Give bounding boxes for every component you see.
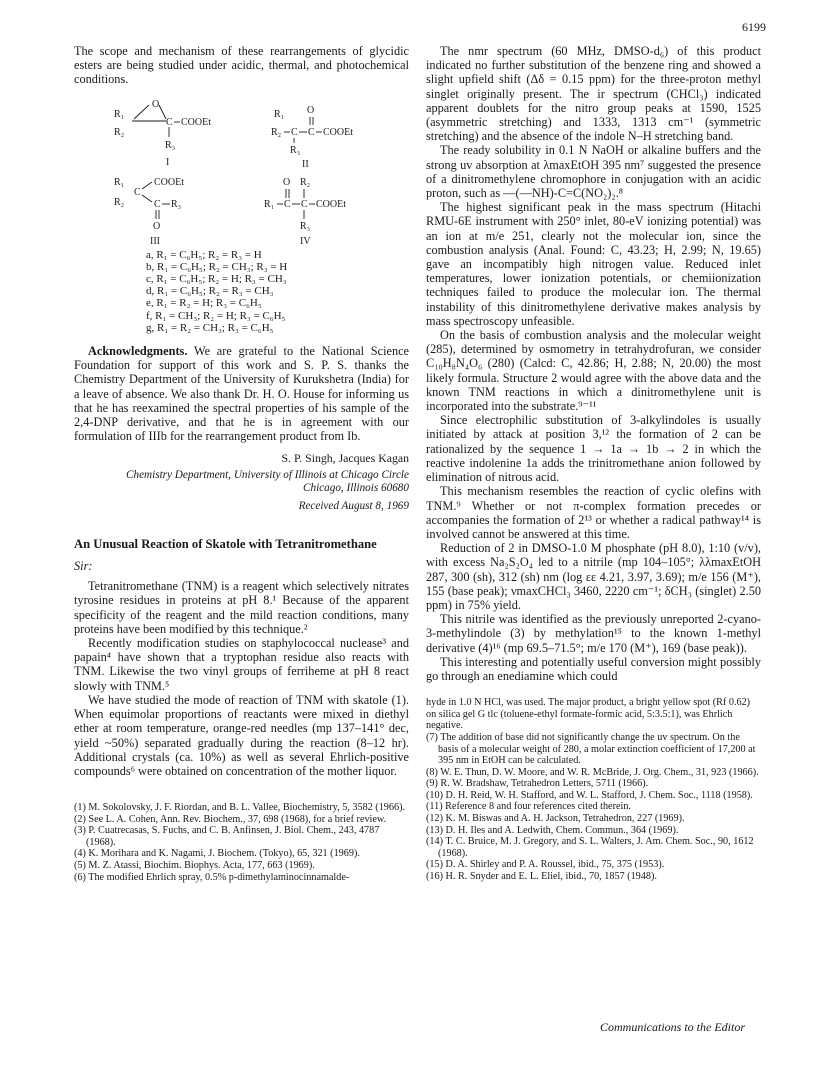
body-paragraph: This mechanism resembles the reaction of cyclic olefins with TNM.⁹ Whether or not π-complex formation precedes or accompanies the formation of 2¹³ or whether a radical pathway¹⁴ is involved cannot be answered at this time. [426,484,761,541]
reference: (5) M. Z. Atassi, Biochim. Biophys. Acta, 177, 663 (1969). [74,860,315,872]
s1-o: O [152,98,160,110]
s3-c2: C [154,198,161,210]
footnote: (8) W. E. Thun, D. W. Moore, and W. R. McBride, J. Org. Chem., 31, 923 (1966). [426,766,759,778]
ack-heading: Acknowledgments. [88,344,188,359]
footnote: (7) The addition of base did not significantly change the uv spectrum. On the basis of a molecular weight of 280, a molar extinction coefficient of 17,200 at 395 nm in EtOH can be calculated. [426,731,756,767]
s2-o: O [307,104,315,116]
affiliation-line-1: Chemistry Department, University of Illinois at Chicago Circle [126,468,409,481]
right-column [426,44,761,883]
body-paragraph: We have studied the mode of reaction of TNM with skatole (1). When equimolar proportions of reactants were mixed in diethyl ether at room temperature, orange-red needles (mp 137–141° dec, yield ~50%) separated gradually during the reaction (8–12 hr). Additional crystals (ca. 10%) as well as several Ehrlich-positive compounds⁶ were obtained on concentration of the mother liquor. [74,692,409,778]
footnote: (14) T. C. Bruice, M. J. Gregory, and S. L. Walters, J. Am. Chem. Soc., 90, 1612 (1968). [426,836,754,859]
s1-r1: R₁ [114,108,125,120]
footnote: (9) R. W. Bradshaw, Tetrahedron Letters, 5711 (1966). [426,778,649,790]
footnote: (13) D. H. Iles and A. Ledwith, Chem. Commun., 364 (1969). [426,824,679,836]
body-paragraph: This nitrile was identified as the previously unreported 2-cyano-3-methylindole (3) by methylation¹⁵ to the known 1-methyl derivative (4)¹⁶ (mp 69.5–71.5°; m/e 170 (M⁺), 169 (base peak)). [426,612,761,655]
structure-diagram [74,95,409,245]
s2-c1: C [291,126,298,138]
s2-ester: COOEt [323,126,353,138]
s1-r3: R₃ [165,139,176,151]
s1-c: C [166,116,173,128]
s4-o: O [283,176,291,188]
acknowledgments [74,344,409,443]
structure-II [271,105,353,170]
s1-ester: COOEt [181,116,211,128]
body-paragraph: This interesting and potentially useful conversion might possibly go through an enediamine which could [426,654,761,683]
definition-line: c, R₁ = C₆H₅; R₂ = H; R₃ = CH₃ [146,273,287,286]
s2-c2: C [308,126,315,138]
s4-r2: R₂ [300,176,311,188]
running-footer: Communications to the Editor [600,1020,745,1034]
s4-c1: C [284,198,291,210]
s3-o: O [153,220,161,232]
intro-paragraph: The scope and mechanism of these rearrangements of glycidic esters are being studied under acidic, thermal, and photochemical conditions. [74,44,409,87]
s4-ester: COOEt [316,198,346,210]
footnote: (12) K. M. Biswas and A. H. Jackson, Tetrahedron, 227 (1969). [426,813,685,825]
definition-line: e, R₁ = R₂ = H; R₃ = C₆H₅ [146,297,262,310]
reference: (4) K. Morihara and K. Nagami, J. Biochem. (Tokyo), 65, 321 (1969). [74,848,360,860]
s2-r2: R₂ [271,126,282,138]
body-paragraph: Tetranitromethane (TNM) is a reagent which selectively nitrates tyrosine residues in proteins at pH 8.¹ Because of the apparent specificity of the reagent and the mild reaction conditions, many proteins have been modified by this technique.² [74,579,409,636]
footnote: (10) D. H. Reid, W. H. Stafford, and W. L. Stafford, J. Chem. Soc., 1118 (1958). [426,789,753,801]
s3-c1: C [134,186,141,198]
footnote: hyde in 1.0 N HCl, was used. The major product, a bright yellow spot (Rf 0.62) on silica gel G tlc (toluene-ethyl formate-formic acid, 5:3.5:1), was Ehrlich negative. [426,697,751,732]
body-paragraph: The nmr spectrum (60 MHz, DMSO-d₆) of this product indicated no further substitution of the benzene ring and showed a slight upfield shift (Δδ = 0.15 ppm) for the three-proton methyl singlet originally present. The ir spectrum (CHCl₃) indicated apparent doublets for the nitro group peaks at 1590, 1525 (asymmetric stretching) and 1333, 1313 cm⁻¹ (symmetric stretching) and the absence of the indole N–H stretching band. [426,44,761,144]
definition-line: f, R₁ = CH₃; R₂ = H; R₃ = C₆H₅ [146,309,286,322]
body-paragraph: On the basis of combustion analysis and the molecular weight (285), determined by osmometry in tetrahydrofuran, we consider C₁₀H₈N₄O₆ (280) (Calcd: C, 42.86; H, 2.88; N, 20.00) the most likely formula. Structure 2 would agree with the above data and the known TNM reactions in which a dinitromethylene unit is incorporated into the substrate.⁹⁻¹¹ [426,328,761,414]
affiliation [74,469,409,496]
salutation: Sir: [74,559,93,574]
page-number: 6199 [742,20,766,34]
substituent-definitions [146,249,409,334]
label-III: III [150,235,160,245]
reference: (1) M. Sokolovsky, J. F. Riordan, and B. L. Vallee, Biochemistry, 5, 3582 (1966). [74,802,406,814]
s2-r1: R₁ [274,108,285,120]
footnote: (11) Reference 8 and four references cited therein. [426,801,631,813]
definition-line: b, R₁ = C₆H₅; R₂ = CH₃; R₃ = H [146,260,288,273]
structure-IV [264,177,346,245]
label-IV: IV [300,235,311,245]
structure-III [114,177,184,245]
s1-r2: R₂ [114,126,125,138]
footnote: (15) D. A. Shirley and P. A. Roussel, ibid., 75, 375 (1953). [426,859,665,871]
footnotes-right [426,697,761,883]
reference: (3) P. Cuatrecasas, S. Fuchs, and C. B. Anfinsen, J. Biol. Chem., 243, 4787 (1968). [74,825,380,848]
s4-r1: R₁ [264,198,275,210]
article-title: An Unusual Reaction of Skatole with Tetranitromethane [74,536,377,551]
body-paragraph: The ready solubility in 0.1 N NaOH or alkaline buffers and the strong uv absorption at λmaxEtOH 395 nm⁷ suggested the presence of a dinitromethylene chromophore in conjugation with an acidic proton, such as —(—NH)-C=C(NO₂)₂.⁸ [426,143,761,201]
s3-r3: R₃ [171,198,182,210]
body-paragraph: Reduction of 2 in DMSO-1.0 M phosphate (pH 8.0), 1:10 (v/v), with excess Na₂S₂O₄ led to a nitrile (mp 104–105°; λλmaxEtOH 287, 300 (sh), 312 (sh) nm (log εε 4.21, 3.97, 3.69); m/e 156 (M⁺), 155 (base peak); νmaxCHCl₃ 3460, 2220 cm⁻¹; δCH₃ (singlet) 2.50 ppm) in 75% yield. [426,541,761,612]
definition-line: g, R₁ = R₂ = CH₃; R₃ = C₆H₅ [146,321,274,334]
s3-r1: R₁ [114,176,125,188]
received-date: Received August 8, 1969 [298,499,409,512]
definition-line: a, R₁ = C₆H₅; R₂ = R₃ = H [146,248,262,261]
definition-line: d, R₁ = C₆H₅; R₂ = R₃ = CH₃ [146,285,274,298]
footnote: (16) H. R. Snyder and E. L. Eliel, ibid., 70, 1857 (1948). [426,871,657,883]
s2-r3: R₃ [290,144,301,156]
references-left [74,802,409,883]
label-II: II [302,158,309,170]
s3-ester: COOEt [154,176,184,188]
ack-text: We are grateful to the National Science Foundation for support of this work and S. P. S. thanks the Chemistry Department of the University of Kurukshetra (India) for a leave of absence. We also thank Dr. H. O. House for informing us that he has reexamined the spectral properties of his sample of the 2,4-DNP derivative, and that he is in agreement with our formulation of IIIb for the rearrangement product from Ib. [74,344,410,444]
label-I: I [166,156,170,168]
authors: S. P. Singh, Jacques Kagan [281,451,409,466]
body-paragraph: Since electrophilic substitution of 3-alkylindoles is usually initiated by attack at position 3,¹² the formation of 2 can be rationalized by the sequence 1 → 1a → 1b → 2 in which the reactive indolenine 1a adds the trinitromethane anion followed by elimination of nitrous acid. [426,413,761,485]
s4-r3: R₃ [300,220,311,232]
s4-c2: C [301,198,308,210]
reference: (6) The modified Ehrlich spray, 0.5% p-dimethylaminocinnamalde- [74,871,350,883]
structure-I [114,99,211,168]
affiliation-line-2: Chicago, Illinois 60680 [303,482,409,495]
body-paragraph: The highest significant peak in the mass spectrum (Hitachi RMU-6E instrument with 250° inlet, 80-eV ionizing potential) was an ion at m/e 251, clearly not the molecular ion, since the combustion analysis (Anal. Found: C, 43.23; H, 2.99; N, 19.65) gave an incompatibly high nitrogen value. Reduced inlet temperatures, lower ionization potentials, or chemiionization techniques failed to produce the molecular ion. The thermal instability of this dinitromethylene derivative makes analysis by mass spectroscopy unfeasible. [426,200,761,328]
reference: (2) See L. A. Cohen, Ann. Rev. Biochem., 37, 698 (1968), for a brief review. [74,813,387,825]
left-column [74,44,409,883]
s3-r2: R₂ [114,196,125,208]
body-paragraph: Recently modification studies on staphylococcal nuclease³ and papain⁴ have shown that a tryptophan residue also reacts with TNM. Likewise the two vinyl groups of ferriheme at pH 8 react slowly with TNM.⁵ [74,636,409,693]
